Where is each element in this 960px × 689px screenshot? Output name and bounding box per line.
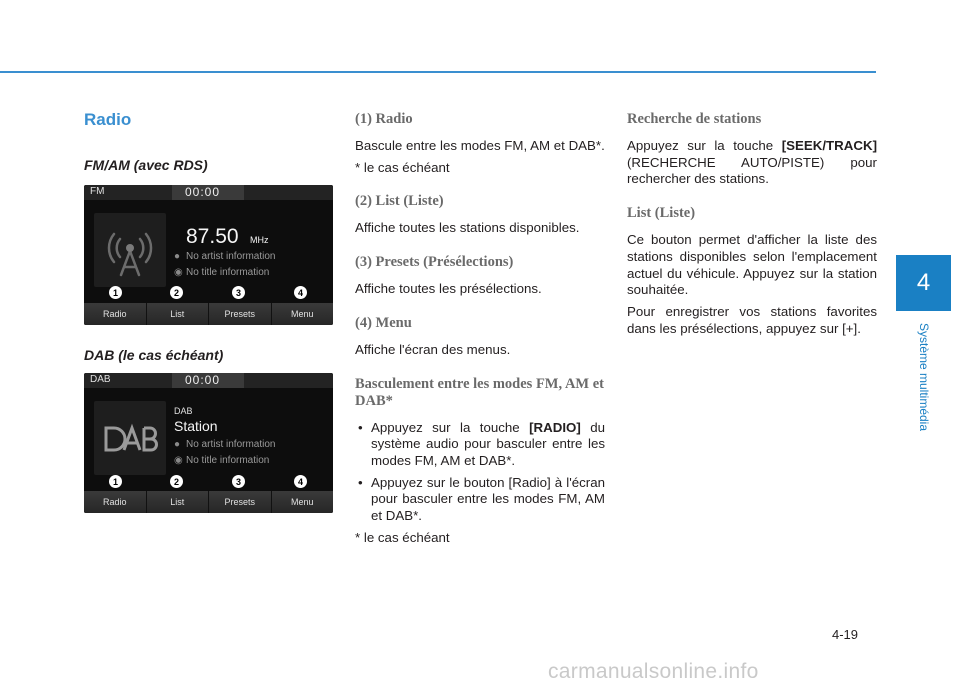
badge-4: 4 <box>294 475 307 488</box>
switch-modes-list <box>355 420 605 525</box>
badge-1: 1 <box>109 286 122 299</box>
artist-line: ● No artist information <box>174 251 276 262</box>
text-presets: Affiche toutes les présélections. <box>355 281 542 297</box>
clock: 00:00 <box>185 373 221 387</box>
presets-button[interactable]: Presets <box>209 491 272 513</box>
mode-label: DAB <box>90 374 111 385</box>
radio-button[interactable]: Radio <box>84 303 147 325</box>
text-menu: Affiche l'écran des menus. <box>355 341 511 357</box>
heading-list-liste: List (Liste) <box>627 205 696 222</box>
chapter-number: 4 <box>916 269 931 296</box>
note-radio: * le cas échéant <box>355 159 450 175</box>
station-name: Station <box>174 418 218 434</box>
note-switch: * le cas échéant <box>355 529 450 545</box>
top-rule <box>0 71 876 73</box>
dab-screen <box>84 373 333 513</box>
section-title: Radio <box>84 110 132 129</box>
watermark: carmanualsonline.info <box>548 660 759 683</box>
person-icon: ● <box>174 439 181 450</box>
person-icon: ● <box>174 251 181 262</box>
soft-key-bar <box>84 491 333 513</box>
radio-button[interactable]: Radio <box>84 491 147 513</box>
fm-screen <box>84 185 333 325</box>
antenna-icon <box>94 213 166 287</box>
column-3 <box>627 111 877 342</box>
artist-line: ● No artist information <box>174 439 276 450</box>
title-line: ◉ No title information <box>174 267 270 278</box>
badge-4: 4 <box>294 286 307 299</box>
fm-subtitle: FM/AM (avec RDS) <box>84 157 208 173</box>
menu-button[interactable]: Menu <box>272 303 334 325</box>
title-line: ◉ No title information <box>174 455 270 466</box>
clock: 00:00 <box>185 185 221 199</box>
text-list: Affiche toutes les stations disponibles. <box>355 220 580 236</box>
heading-presets: (3) Presets (Présélections) <box>355 254 514 271</box>
frequency: 87.50 <box>186 225 239 248</box>
dab-logo-icon <box>94 401 166 475</box>
badge-3: 3 <box>232 475 245 488</box>
frequency-unit: MHz <box>250 235 269 245</box>
soft-key-bar <box>84 303 333 325</box>
text-favorites: Pour enregistrer vos stations favorites dans les présélections, appuyez sur [+]. <box>627 303 877 336</box>
dab-subtitle: DAB (le cas échéant) <box>84 347 224 363</box>
text-radio: Bascule entre les modes FM, AM et DAB*. <box>355 138 605 153</box>
presets-button[interactable]: Presets <box>209 303 272 325</box>
badge-3: 3 <box>232 286 245 299</box>
list-item: • Appuyez sur la touche [RADIO] du système audio pour basculer entre les modes FM, AM et DAB*. <box>355 420 605 470</box>
badge-2: 2 <box>170 286 183 299</box>
heading-radio: (1) Radio <box>355 111 413 127</box>
heading-switch-modes: Basculement entre les modes FM, AM et DAB* <box>355 375 604 409</box>
heading-station-search: Recherche de stations <box>627 111 762 127</box>
list-button[interactable]: List <box>147 303 210 325</box>
dab-name: DAB <box>174 406 193 416</box>
badge-2: 2 <box>170 475 183 488</box>
chapter-label: Système multimédia <box>916 322 931 432</box>
text-list-liste: Ce bouton permet d'afficher la liste des stations disponibles selon l'emplacement actuel du véhicule. Appuyez sur la station souhaitée. <box>627 232 877 298</box>
heading-menu: (4) Menu <box>355 314 412 331</box>
menu-button[interactable]: Menu <box>272 491 334 513</box>
mode-label: FM <box>90 186 105 197</box>
badge-1: 1 <box>109 475 122 488</box>
chapter-tab <box>896 255 951 311</box>
heading-list: (2) List (Liste) <box>355 193 444 210</box>
page-number: 4-19 <box>832 627 859 642</box>
column-2 <box>355 111 605 551</box>
disc-icon: ◉ <box>174 267 183 278</box>
text-station-search: Appuyez sur la touche [SEEK/TRACK] (RECHERCHE AUTO/PISTE) pour rechercher des stations. <box>627 138 877 187</box>
disc-icon: ◉ <box>174 455 183 466</box>
list-button[interactable]: List <box>147 491 210 513</box>
list-item: • Appuyez sur le bouton [Radio] à l'écran pour basculer entre les modes FM, AM et DAB*. <box>355 475 605 525</box>
